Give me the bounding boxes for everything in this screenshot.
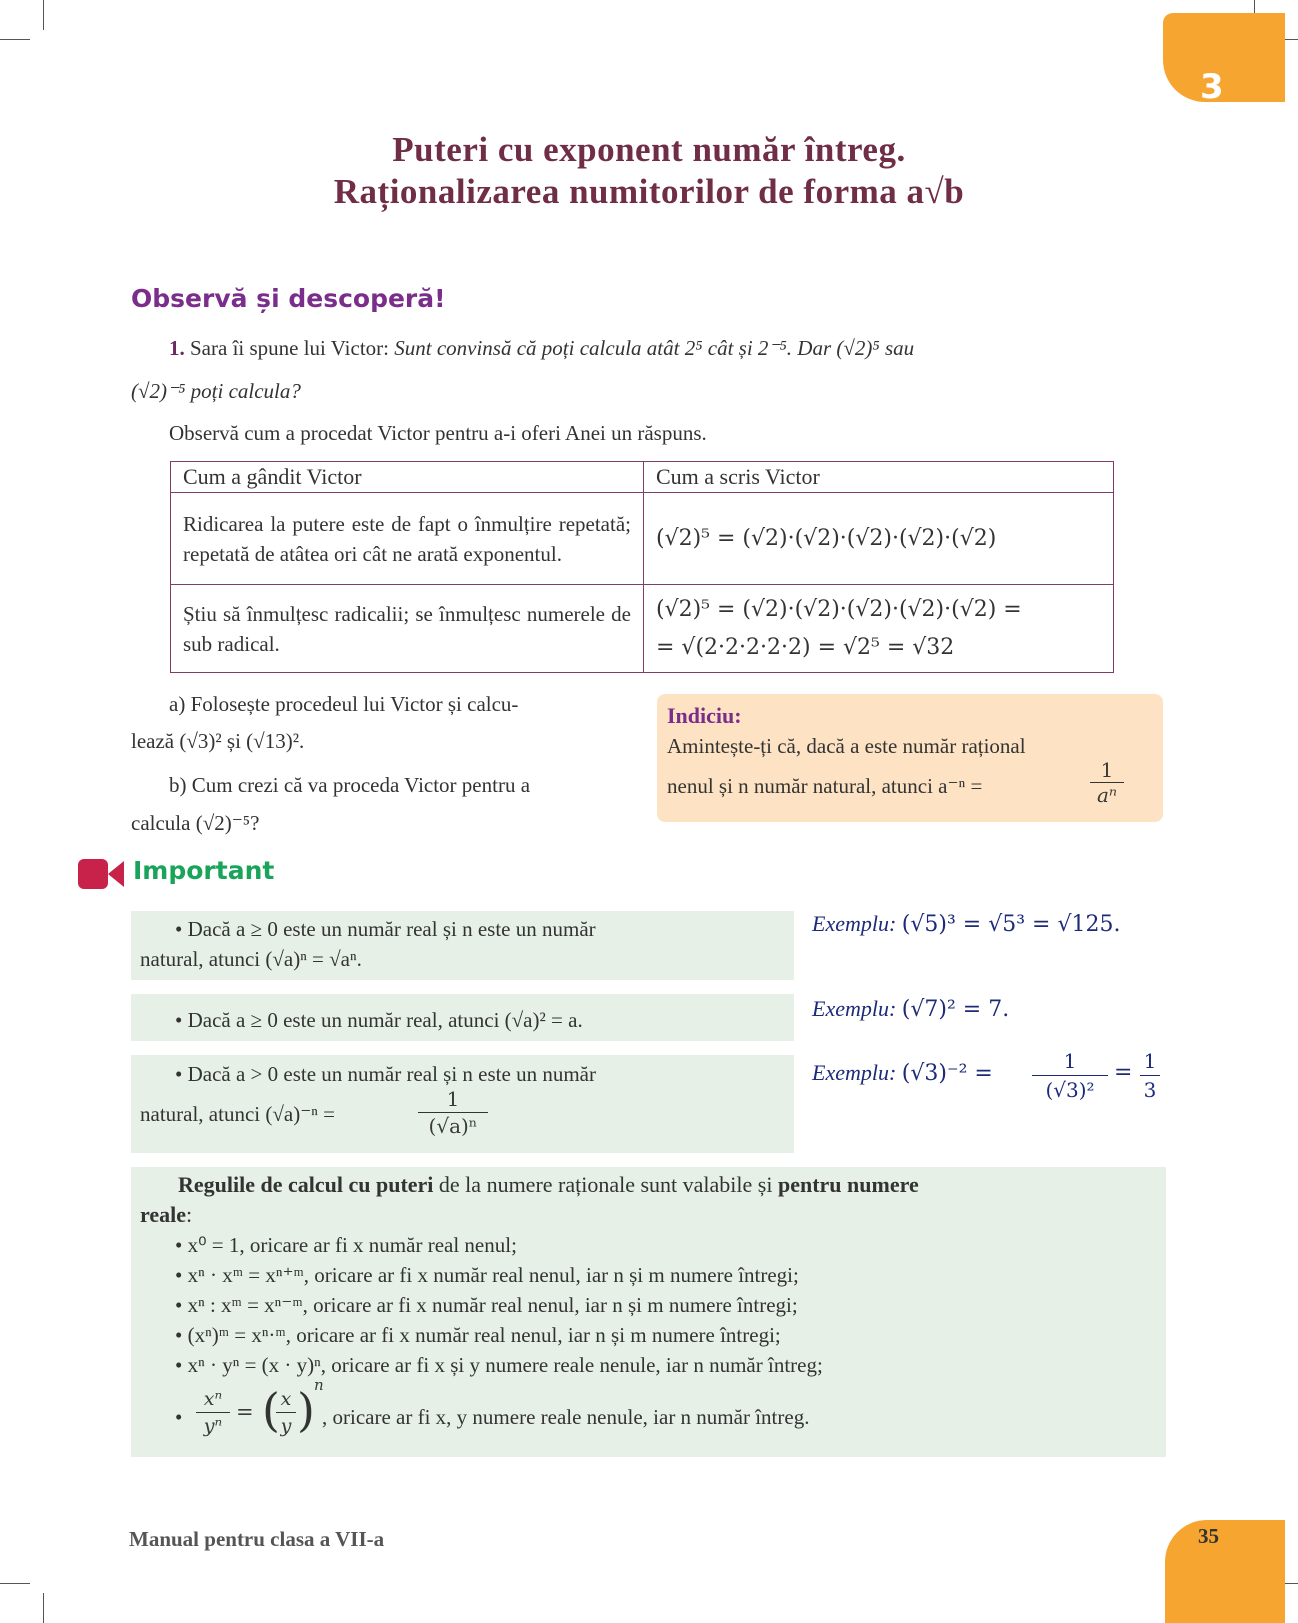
table-header: Cum a scris Victor <box>644 462 1114 493</box>
fraction-denominator: aⁿ <box>1096 783 1118 807</box>
table-cell-written: (√2)⁵ = (√2)·(√2)·(√2)·(√2)·(√2) <box>644 493 1114 585</box>
task-b-line2: calcula (√2)⁻⁵? <box>131 811 260 835</box>
fraction-denominator: yⁿ <box>203 1415 223 1437</box>
example-equals: = <box>1114 1060 1133 1085</box>
rule-fraction <box>196 1386 230 1439</box>
rule-item: • x⁰ = 1, oricare ar fi x număr real nenul; <box>175 1233 517 1257</box>
example-fraction <box>1032 1047 1108 1104</box>
rule-exponent: n <box>314 1376 324 1394</box>
crop-mark <box>43 0 44 30</box>
problem-statement <box>169 333 1169 363</box>
problem-intro: Sara îi spune lui Victor: <box>190 336 389 360</box>
rules-intro-bold: Regulile de calcul cu puteri <box>178 1172 434 1197</box>
table-cell-thought: Știu să înmulțesc radicalii; se înmulțesc numerele de sub radical. <box>171 585 644 673</box>
fraction-numerator: 1 <box>1140 1047 1160 1076</box>
page-number: 35 <box>1198 1524 1219 1548</box>
rule-line: • Dacă a ≥ 0 este un număr real și n este un număr <box>175 917 596 941</box>
fraction-denominator: y <box>280 1415 292 1437</box>
rule-line: natural, atunci (√a)⁻ⁿ = <box>140 1102 335 1126</box>
rule-line: • Dacă a ≥ 0 este un număr real, atunci (√a)² = a. <box>175 1008 583 1032</box>
fraction-denominator: 3 <box>1143 1078 1157 1102</box>
written-line: (√2)⁵ = (√2)·(√2)·(√2)·(√2)·(√2) = <box>656 596 1022 622</box>
fraction-denominator: (√a)ⁿ <box>428 1114 478 1138</box>
rule-item-text: , oricare ar fi x, y numere reale nenule, iar n număr întreg. <box>322 1405 810 1429</box>
hint-fraction <box>1090 758 1124 807</box>
section-heading-observe: Observă și descoperă! <box>131 284 446 313</box>
problem-quote-line2: (√2)⁻⁵ poți calcula? <box>131 379 301 403</box>
written-line: = √(2·2·2·2·2) = √2⁵ = √32 <box>656 634 955 660</box>
task-a-line2: lează (√3)² și (√13)². <box>131 729 305 753</box>
problem-number: 1. <box>169 336 185 360</box>
example <box>812 996 1009 1022</box>
rule-item-bullet: • <box>175 1405 183 1429</box>
table-cell-written <box>644 585 1114 673</box>
example-expr: (√5)³ = √5³ = √125. <box>901 912 1121 937</box>
hint-line1: Amintește-ți că, dacă a este număr rațional <box>667 734 1026 758</box>
rule-item: • (xⁿ)ᵐ = xⁿ·ᵐ, oricare ar fi x număr real nenul, iar n și m numere întregi; <box>175 1323 781 1347</box>
hint-title: Indiciu: <box>667 703 742 728</box>
example <box>812 911 1120 937</box>
fraction-numerator: 1 <box>418 1086 488 1113</box>
crop-mark <box>0 39 30 40</box>
paren-right: ) <box>297 1383 315 1437</box>
rule-fraction <box>276 1386 296 1439</box>
fraction-numerator: x <box>276 1386 296 1413</box>
camera-icon <box>78 857 124 891</box>
problem-quote-line1: Sunt convinsă că poți calcula atât 2⁵ cât și 2⁻⁵. Dar (√2)⁵ sau <box>394 336 915 360</box>
rules-intro <box>178 1170 1158 1200</box>
table-cell-thought: Ridicarea la putere este de fapt o înmulțire repetată; repetată de atâtea ori cât ne arată exponentul. <box>171 493 644 585</box>
example-label: Exemplu: <box>812 911 897 936</box>
task-b-line1: b) Cum crezi că va proceda Victor pentru a <box>169 773 531 797</box>
fraction-numerator: 1 <box>1032 1047 1108 1076</box>
table-header: Cum a gândit Victor <box>171 462 644 493</box>
chapter-number: 3 <box>1200 67 1224 107</box>
rule-item: • xⁿ : xᵐ = xⁿ⁻ᵐ, oricare ar fi x număr real nenul, iar n și m numere întregi; <box>175 1293 798 1317</box>
crop-mark <box>43 1593 44 1623</box>
chapter-tab <box>1163 13 1285 102</box>
fraction-numerator: xⁿ <box>196 1386 230 1413</box>
example-expr: (√7)² = 7. <box>901 997 1010 1022</box>
rule-line: natural, atunci (√a)ⁿ = √aⁿ. <box>140 947 362 971</box>
fraction-denominator: (√3)² <box>1045 1078 1095 1102</box>
example <box>812 1060 993 1086</box>
rules-intro-text: de la numere raționale sunt valabile și <box>433 1172 778 1197</box>
page-title-line1: Puteri cu exponent număr întreg. <box>392 130 906 169</box>
rule-line: • Dacă a > 0 este un număr real și n este un număr <box>175 1062 596 1086</box>
observe-line: Observă cum a procedat Victor pentru a-i oferi Anei un răspuns. <box>169 421 707 445</box>
hint-line2: nenul și n număr natural, atunci a⁻ⁿ = <box>667 774 983 798</box>
rules-intro-bold: pentru numere <box>777 1172 919 1197</box>
rule-item: • xⁿ · xᵐ = xⁿ⁺ᵐ, oricare ar fi x număr real nenul, iar n și m numere întregi; <box>175 1263 799 1287</box>
rules-intro-line2: reale: <box>140 1202 193 1227</box>
task-a-line1: a) Folosește procedeul lui Victor și calcu- <box>169 692 519 716</box>
rule-item: • xⁿ · yⁿ = (x · y)ⁿ, oricare ar fi x și y numere reale nenule, iar n număr întreg; <box>175 1353 823 1377</box>
example-expr: (√3)⁻² = <box>901 1061 993 1086</box>
example-label: Exemplu: <box>812 1060 897 1085</box>
example-label: Exemplu: <box>812 996 897 1021</box>
crop-mark <box>0 1583 30 1584</box>
example-fraction <box>1140 1047 1160 1104</box>
page-title-line2: Raționalizarea numitorilor de forma a√b <box>333 172 965 211</box>
rule-fraction <box>418 1086 488 1139</box>
section-heading-important: Important <box>133 856 275 885</box>
page-number-tab <box>1165 1520 1285 1623</box>
footer-book-title: Manual pentru clasa a VII-a <box>129 1527 385 1551</box>
paren-left: ( <box>262 1383 280 1437</box>
rule-equals: = <box>236 1400 254 1424</box>
victor-table <box>170 461 1114 673</box>
fraction-numerator: 1 <box>1090 758 1124 783</box>
